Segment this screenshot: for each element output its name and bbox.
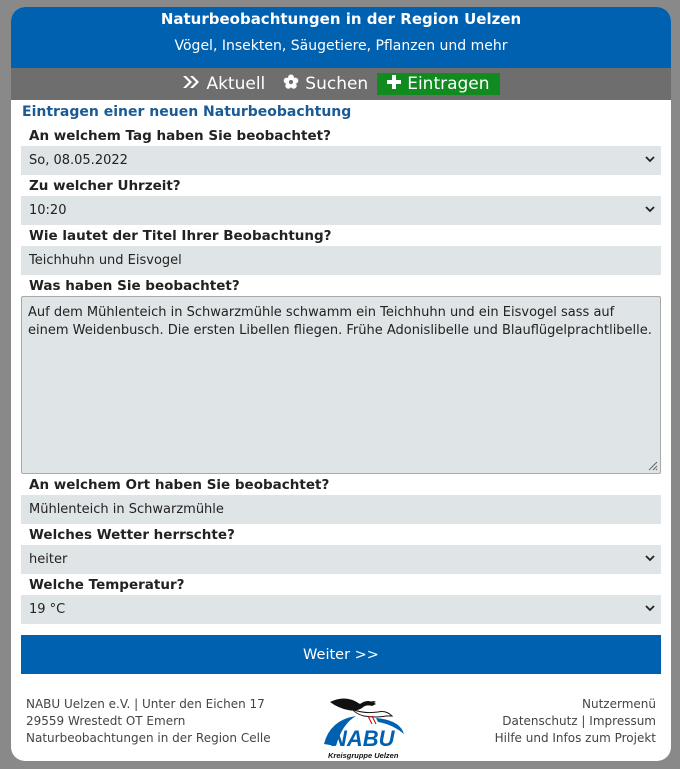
footer-address-line1: NABU Uelzen e.V. | Unter den Eichen 17	[26, 697, 265, 711]
what-label: Was haben Sie beobachtet?	[29, 278, 240, 294]
double-chevron-right-icon	[182, 75, 200, 93]
footer-link-imprint[interactable]: Impressum	[589, 714, 656, 728]
weather-select-value: heiter	[29, 552, 68, 567]
weather-select[interactable]	[21, 545, 661, 574]
temperature-select-value: 19 °C	[29, 602, 66, 617]
observation-textarea[interactable]	[21, 296, 661, 474]
footer-address	[26, 696, 276, 761]
form-section-title: Eintragen einer neuen Naturbeobachtung	[22, 104, 352, 120]
where-label: An welchem Ort haben Sie beobachtet?	[29, 477, 330, 493]
site-header	[11, 7, 671, 68]
time-select-value: 10:20	[29, 203, 67, 218]
day-select-value: So, 08.05.2022	[29, 153, 128, 168]
where-input[interactable]	[21, 495, 661, 524]
nabu-logo	[316, 690, 416, 761]
plus-icon	[387, 75, 401, 93]
footer-address-line2: 29559 Wrestedt OT Emern	[26, 714, 186, 728]
form-content	[11, 100, 671, 761]
submit-button[interactable]: Weiter >>	[21, 635, 661, 674]
observation-text: Auf dem Mühlenteich in Schwarzmühle schwamm ein Teichhuhn und ein Eisvogel sass auf einem Weidenbusch. Die ersten Libellen fliegen. Frühe Adonislibelle und Blauflügelprachtlibelle.	[28, 305, 652, 338]
main-nav	[11, 68, 671, 100]
day-label: An welchem Tag haben Sie beobachtet?	[29, 128, 331, 144]
nav-label-suchen: Suchen	[305, 74, 369, 94]
chevron-down-icon	[644, 153, 656, 165]
title-input-value: Teichhuhn und Eisvogel	[29, 253, 182, 268]
title-input[interactable]	[21, 246, 661, 275]
where-input-value: Mühlenteich in Schwarzmühle	[29, 502, 224, 517]
logo-wordmark: NABU	[331, 726, 395, 751]
nav-label-eintragen: Eintragen	[407, 74, 490, 94]
logo-subtext: Kreisgruppe Uelzen	[328, 751, 399, 760]
site-subtitle: Vögel, Insekten, Säugetiere, Pflanzen und mehr	[174, 38, 508, 54]
weather-label: Welches Wetter herrschte?	[29, 527, 235, 543]
main-card	[11, 7, 671, 761]
title-label: Wie lautet der Titel Ihrer Beobachtung?	[29, 228, 332, 244]
footer-link-help[interactable]: Hilfe und Infos zum Projekt	[494, 731, 656, 745]
footer-separator: |	[581, 714, 586, 728]
footer-link-privacy[interactable]: Datenschutz	[502, 714, 578, 728]
nav-label-aktuell: Aktuell	[206, 74, 266, 94]
footer-link-user-menu[interactable]: Nutzermenü	[582, 697, 656, 711]
time-select[interactable]	[21, 196, 661, 225]
nav-item-suchen[interactable]	[283, 74, 368, 94]
resize-grip-icon[interactable]	[646, 459, 658, 471]
site-title: Naturbeobachtungen in der Region Uelzen	[160, 10, 522, 28]
flower-icon	[283, 74, 299, 94]
footer-links	[456, 696, 656, 761]
chevron-down-icon	[644, 552, 656, 564]
temperature-select[interactable]	[21, 595, 661, 624]
footer-address-line3: Naturbeobachtungen in der Region Celle	[26, 731, 271, 745]
day-select[interactable]	[21, 146, 661, 175]
nav-item-eintragen[interactable]	[377, 73, 499, 95]
chevron-down-icon	[644, 203, 656, 215]
temperature-label: Welche Temperatur?	[29, 577, 185, 593]
chevron-down-icon	[644, 602, 656, 614]
site-footer	[21, 674, 661, 761]
time-label: Zu welcher Uhrzeit?	[29, 178, 181, 194]
nav-item-aktuell[interactable]	[182, 74, 265, 94]
